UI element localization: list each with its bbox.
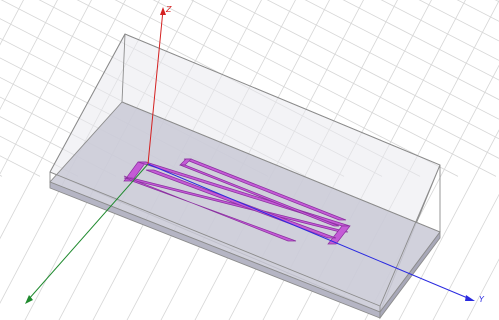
grid-line xyxy=(446,0,499,320)
y-axis-arrow xyxy=(465,295,475,301)
z-axis-label: Z xyxy=(166,5,172,14)
y-axis-label: Y xyxy=(479,295,484,304)
grid-line xyxy=(494,0,499,176)
grid-line xyxy=(0,0,2,176)
air-box[interactable] xyxy=(50,34,440,318)
grid-line xyxy=(0,0,34,320)
